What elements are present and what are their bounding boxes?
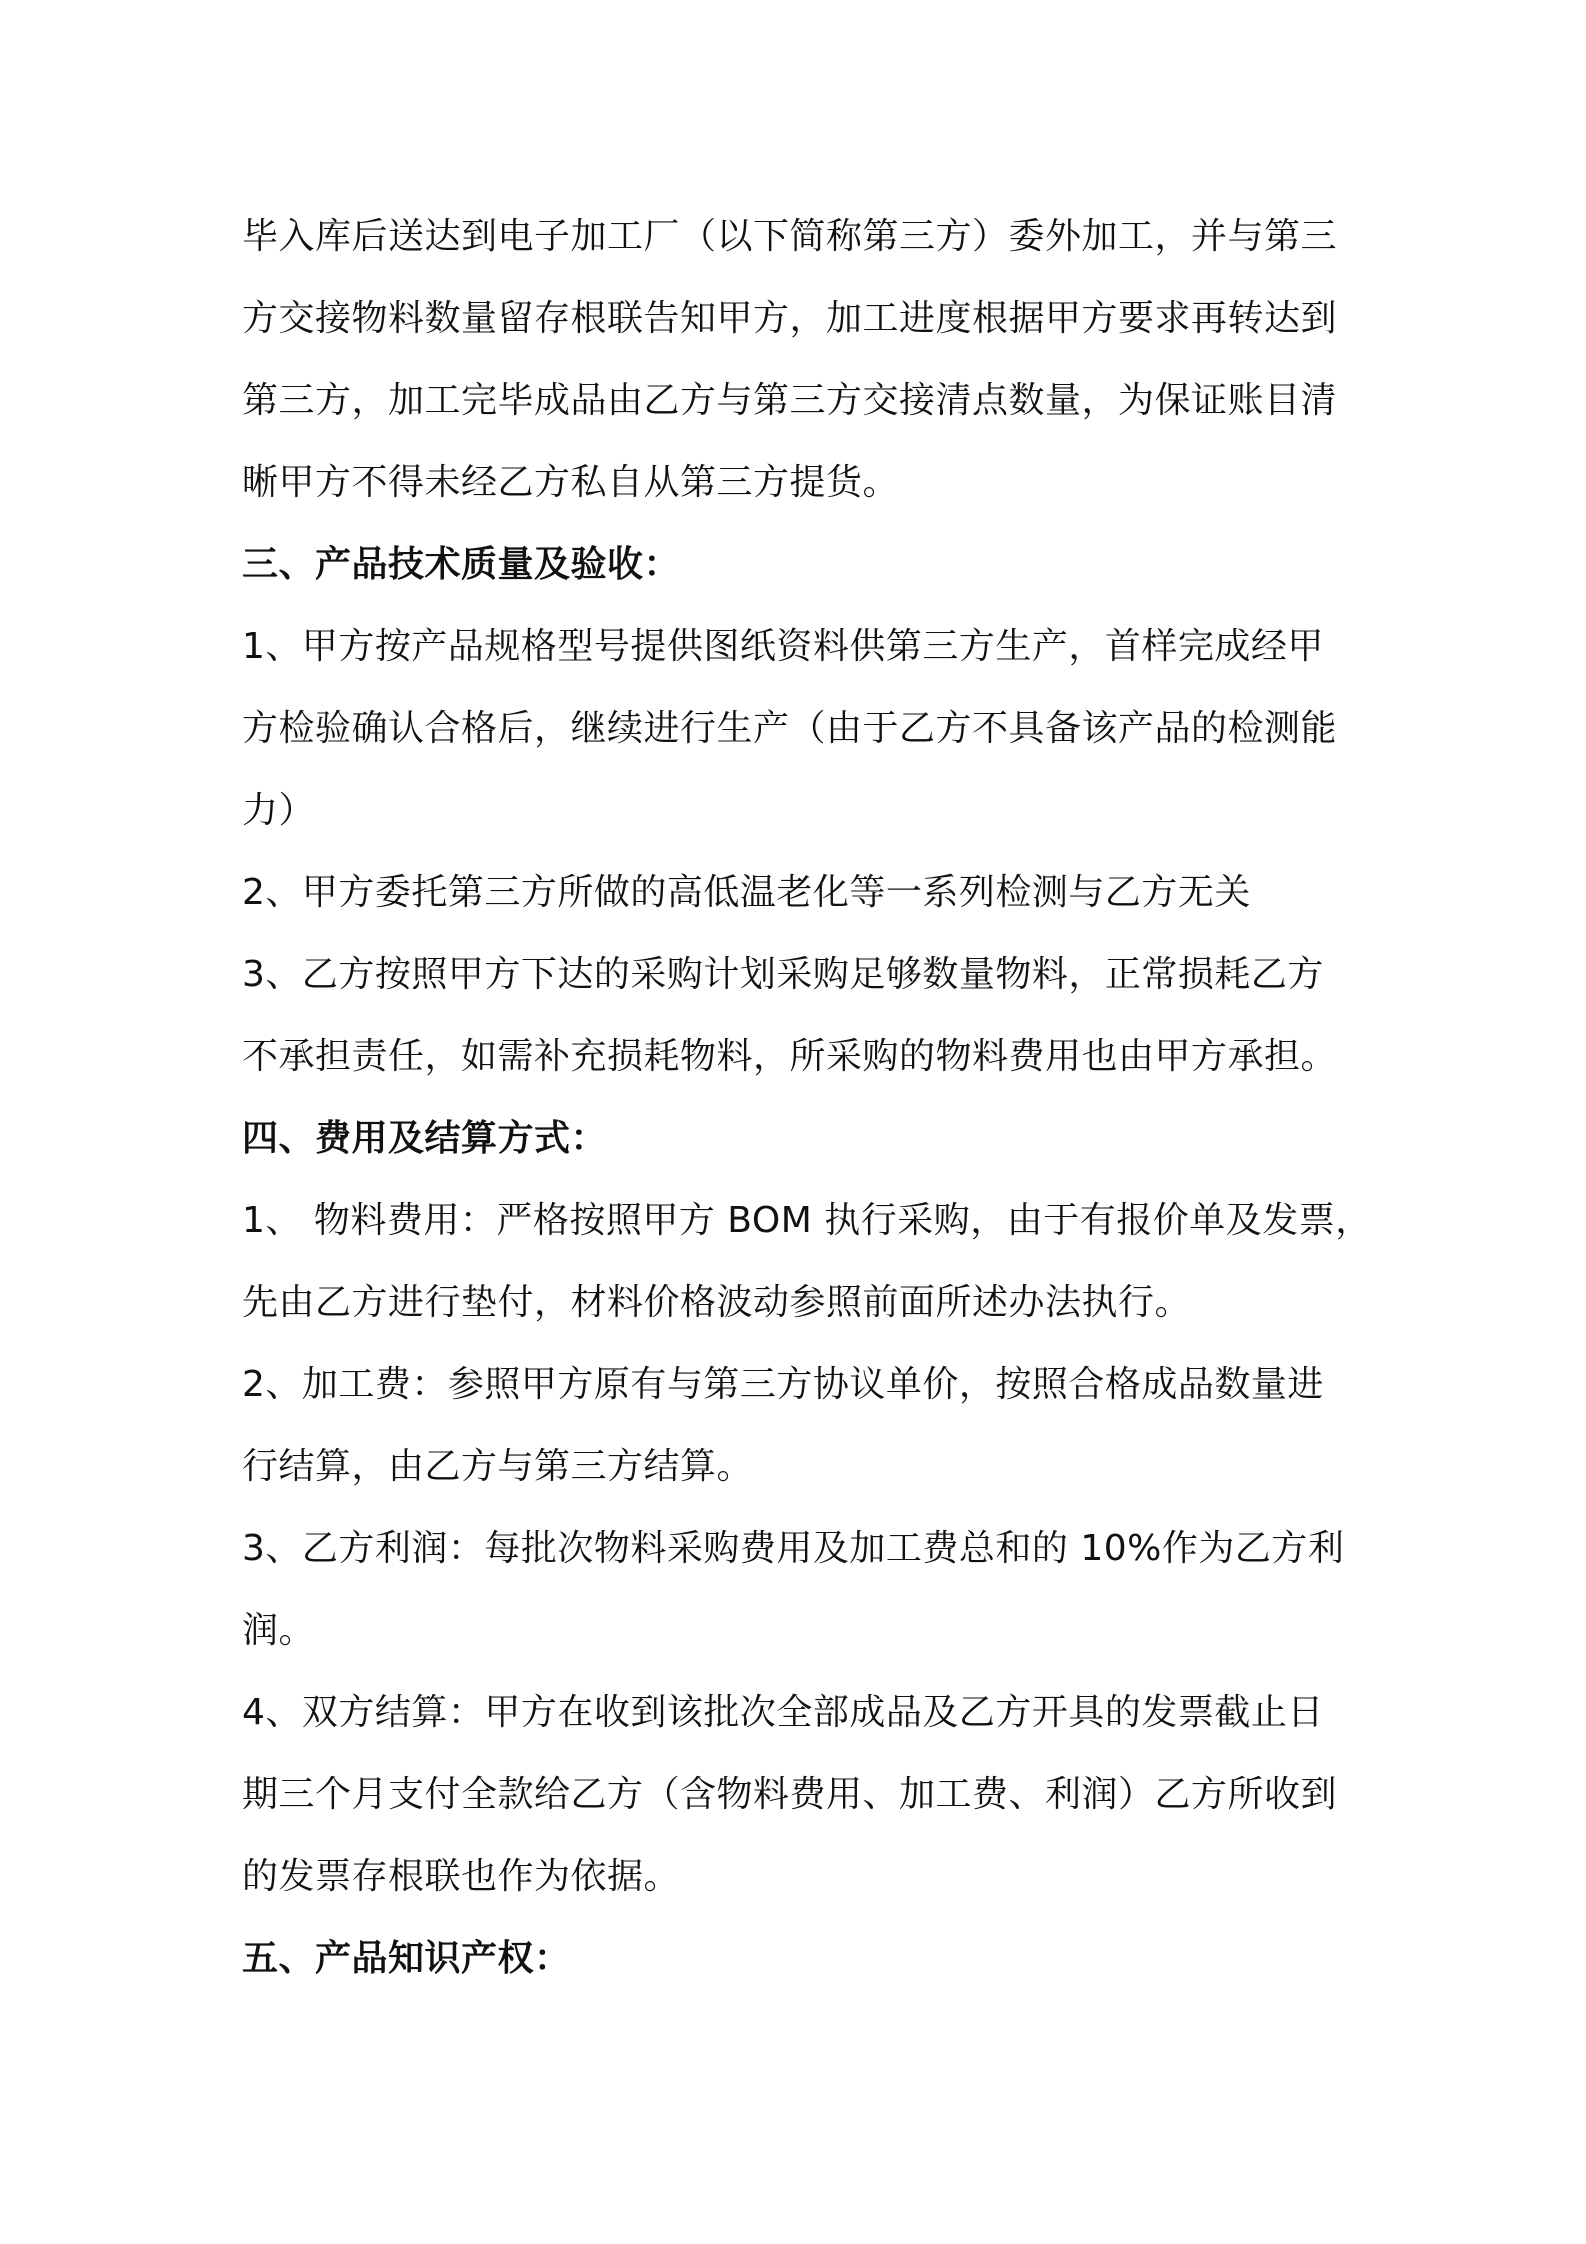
text-line: 力） [242, 790, 316, 831]
text-line: 期三个月支付全款给乙方（含物料费用、加工费、利润）乙方所收到 [242, 1774, 1338, 1815]
text-line: 毕入库后送达到电子加工厂（以下简称第三方）委外加工，并与第三 [242, 216, 1338, 257]
text-line: 3、乙方利润：每批次物料采购费用及加工费总和的 10%作为乙方利 [242, 1528, 1345, 1569]
text-line: 1、 物料费用：严格按照甲方 BOM 执行采购，由于有报价单及发票， [242, 1200, 1372, 1241]
text-line: 2、甲方委托第三方所做的高低温老化等一系列检测与乙方无关 [242, 872, 1251, 913]
section-heading: 三、产品技术质量及验收： [242, 544, 681, 585]
text-line: 晰甲方不得未经乙方私自从第三方提货。 [242, 462, 900, 503]
document-page [242, 196, 1372, 2000]
text-line: 方检验确认合格后，继续进行生产（由于乙方不具备该产品的检测能 [242, 708, 1338, 749]
section-heading: 五、产品知识产权： [242, 1938, 571, 1979]
text-line: 方交接物料数量留存根联告知甲方，加工进度根据甲方要求再转达到 [242, 298, 1338, 339]
text-line: 4、双方结算：甲方在收到该批次全部成品及乙方开具的发票截止日 [242, 1692, 1324, 1733]
text-line: 1、甲方按产品规格型号提供图纸资料供第三方生产，首样完成经甲 [242, 626, 1324, 667]
text-line: 先由乙方进行垫付，材料价格波动参照前面所述办法执行。 [242, 1282, 1192, 1323]
text-line: 润。 [242, 1610, 316, 1651]
text-line: 2、加工费：参照甲方原有与第三方协议单价，按照合格成品数量进 [242, 1364, 1324, 1405]
text-line: 3、乙方按照甲方下达的采购计划采购足够数量物料，正常损耗乙方 [242, 954, 1324, 995]
text-line: 行结算，由乙方与第三方结算。 [242, 1446, 754, 1487]
section-heading: 四、费用及结算方式： [242, 1118, 608, 1159]
text-line: 不承担责任，如需补充损耗物料，所采购的物料费用也由甲方承担。 [242, 1036, 1338, 1077]
text-line: 的发票存根联也作为依据。 [242, 1856, 681, 1897]
text-line: 第三方，加工完毕成品由乙方与第三方交接清点数量，为保证账目清 [242, 380, 1338, 421]
